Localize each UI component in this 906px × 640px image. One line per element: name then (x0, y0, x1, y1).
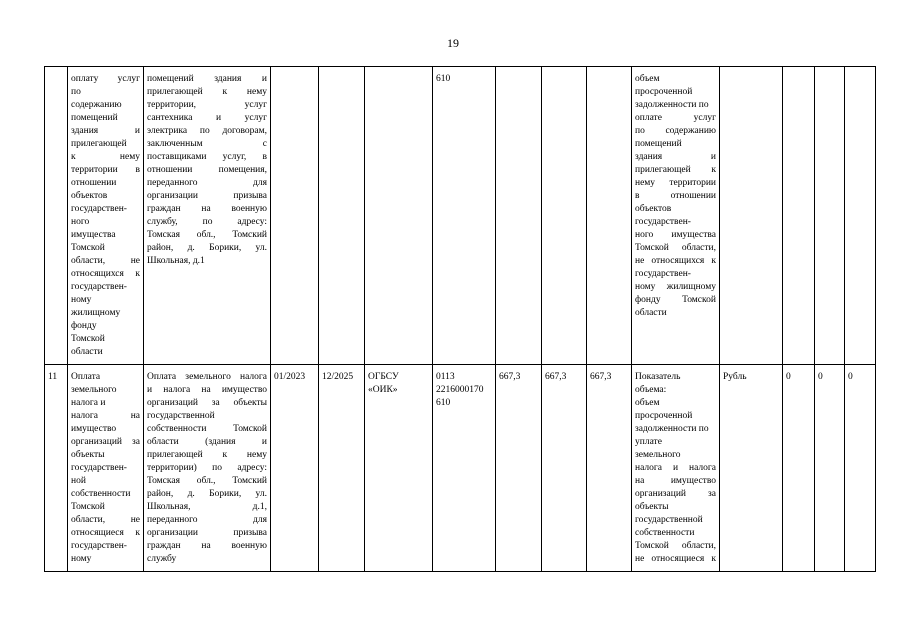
event-name-cell (68, 365, 144, 572)
cell-text-line: электрика по договорам, (147, 126, 267, 136)
cell-text-line: собственности Томской (147, 424, 267, 434)
cell-text-line: по (71, 87, 81, 97)
cell-text-line: объекты (635, 502, 669, 512)
cell-text-line: объем (635, 74, 660, 84)
cell-text-line: на имущество (635, 476, 716, 486)
cell-text-line: ного (71, 217, 90, 227)
amount-year2-cell (542, 67, 587, 365)
row-number-cell (45, 67, 68, 365)
target-year2-cell: 0 (815, 365, 845, 572)
cell-text-line: фонду Томской (635, 295, 716, 305)
cell-text-line: территории) по адресу: (147, 463, 267, 473)
cell-text-line: государственной (147, 411, 215, 421)
end-date-cell: 12/2025 (319, 365, 365, 572)
cell-text-line: области, не (71, 256, 140, 266)
cell-text-line: ному (71, 554, 92, 564)
start-date-cell (271, 67, 319, 365)
end-date-cell (319, 67, 365, 365)
cell-text-line: Оплата (71, 372, 101, 382)
cell-text-line: ОГБСУ (368, 372, 399, 382)
cell-text-line: службу, по адресу: (147, 217, 267, 227)
cell-text-line: ной (71, 476, 86, 486)
cell-text-line: государствен- (71, 541, 127, 551)
program-table (44, 66, 876, 572)
cell-text-line: нему территории (635, 178, 716, 188)
cell-text-line: государственной (635, 515, 703, 525)
amount-year2-cell: 667,3 (542, 365, 587, 572)
cell-text-line: не относящихся к (635, 256, 716, 266)
cell-text-line: оплату услуг (71, 74, 140, 84)
budget-code-cell (433, 365, 496, 572)
cell-text-line: земельного (71, 385, 117, 395)
cell-text-line: Томская обл., Томский (147, 476, 267, 486)
row-number-cell: 11 (45, 365, 68, 572)
cell-text-line: прилегающей к (635, 165, 716, 175)
cell-text-line: области, не (71, 515, 140, 525)
target-year1-cell (783, 67, 815, 365)
cell-text-line: налога на (71, 411, 140, 421)
cell-text-line: помещений здания и (147, 74, 267, 84)
indicator-cell (632, 67, 720, 365)
cell-text-line: Томской (71, 502, 105, 512)
cell-text-line: оплате услуг (635, 113, 716, 123)
cell-text-line: земельного (635, 450, 681, 460)
cell-text-line: Оплата земельного налога (147, 372, 267, 382)
cell-text-line: имущества (71, 230, 116, 240)
cell-text-line: просроченной (635, 87, 693, 97)
cell-text-line: организаций за (71, 437, 140, 447)
cell-text-line: здания и (71, 126, 140, 136)
cell-text-line: Томской (71, 334, 105, 344)
cell-text-line: государствен- (71, 282, 127, 292)
cell-text-line: жилищному (71, 308, 121, 318)
cell-text-line: переданного для (147, 178, 267, 188)
cell-text-line: заключенным с (147, 139, 267, 149)
target-year3-cell: 0 (845, 365, 876, 572)
cell-text-line: к нему (71, 152, 140, 162)
cell-text-line: области (635, 308, 667, 318)
cell-text-line: 610 (436, 398, 451, 408)
cell-text-line: государствен- (635, 217, 691, 227)
executor-cell (365, 365, 433, 572)
cell-text-line: отношении (71, 178, 117, 188)
cell-text-line: Томская обл., Томский (147, 230, 267, 240)
cell-text-line: организаций за объекты (147, 398, 267, 408)
cell-text-line: объема: (635, 385, 667, 395)
amount-year1-cell (496, 67, 542, 365)
cell-text-line: помещений (71, 113, 118, 123)
cell-text-line: прилегающей (71, 139, 127, 149)
cell-text-line: объектов (71, 191, 108, 201)
cell-text-line: государствен- (71, 463, 127, 473)
cell-text-line: относящиеся к (71, 528, 140, 538)
cell-text-line: задолженности по (635, 100, 709, 110)
cell-text-line: собственности (635, 528, 695, 538)
cell-text-line: налога и (71, 398, 106, 408)
cell-text-line: 2216000170 (436, 385, 484, 395)
cell-text-line: Школьная, д.1, (147, 502, 267, 512)
cell-text-line: и налога на имущество (147, 385, 267, 395)
cell-text-line: содержанию (71, 100, 122, 110)
cell-text-line: государствен- (635, 269, 691, 279)
table-row (45, 67, 876, 365)
cell-text-line: организаций за (635, 489, 716, 499)
unit-cell: Рубль (720, 365, 783, 572)
table-row (45, 365, 876, 572)
cell-text-line: Томской (71, 243, 105, 253)
cell-text-line: относящихся к (71, 269, 140, 279)
cell-text-line: район, д. Борики, ул. (147, 489, 267, 499)
cell-text-line: помещений (635, 139, 682, 149)
cell-text-line: прилегающей к нему (147, 450, 267, 460)
cell-text-line: службу (147, 554, 177, 564)
cell-text-line: фонду (71, 321, 97, 331)
cell-text-line: имущество (71, 424, 117, 434)
target-year3-cell (845, 67, 876, 365)
cell-text-line: налога и налога (635, 463, 716, 473)
cell-text-line: ному жилищному (635, 282, 716, 292)
executor-cell (365, 67, 433, 365)
cell-text-line: Томской области, (635, 541, 716, 551)
cell-text-line: граждан на военную (147, 541, 267, 551)
cell-text-line: переданного для (147, 515, 267, 525)
cell-text-line: 0113 (436, 372, 455, 382)
cell-text-line: задолженности по (635, 424, 709, 434)
indicator-cell (632, 365, 720, 572)
page-number: 19 (447, 36, 459, 50)
amount-year3-cell: 667,3 (587, 365, 632, 572)
target-year1-cell: 0 (783, 365, 815, 572)
target-year2-cell (815, 67, 845, 365)
cell-text-line: не относящиеся к (635, 554, 716, 564)
event-name-cell (68, 67, 144, 365)
cell-text-line: области (здания и (147, 437, 267, 447)
event-description-cell (144, 365, 271, 572)
cell-text-line: 610 (436, 74, 451, 84)
cell-text-line: ному (71, 295, 92, 305)
amount-year1-cell: 667,3 (496, 365, 542, 572)
budget-code-cell (433, 67, 496, 365)
cell-text-line: территории в (71, 165, 140, 175)
cell-text-line: Томской области, (635, 243, 716, 253)
cell-text-line: объекты (71, 450, 105, 460)
cell-text-line: Показатель (635, 372, 681, 382)
cell-text-line: ного имущества (635, 230, 716, 240)
cell-text-line: области (71, 347, 103, 357)
cell-text-line: отношении помещения, (147, 165, 267, 175)
cell-text-line: объем (635, 398, 660, 408)
cell-text-line: государствен- (71, 204, 127, 214)
unit-cell (720, 67, 783, 365)
start-date-cell: 01/2023 (271, 365, 319, 572)
cell-text-line: территории, услуг (147, 100, 267, 110)
amount-year3-cell (587, 67, 632, 365)
cell-text-line: организации призыва (147, 528, 267, 538)
cell-text-line: район, д. Борики, ул. (147, 243, 267, 253)
cell-text-line: организации призыва (147, 191, 267, 201)
cell-text-line: собственности (71, 489, 131, 499)
cell-text-line: прилегающей к нему (147, 87, 267, 97)
cell-text-line: просроченной (635, 411, 693, 421)
cell-text-line: Школьная, д.1 (147, 256, 205, 266)
cell-text-line: поставщиками услуг, в (147, 152, 267, 162)
cell-text-line: уплате (635, 437, 662, 447)
cell-text-line: граждан на военную (147, 204, 267, 214)
cell-text-line: здания и (635, 152, 716, 162)
cell-text-line: сантехника и услуг (147, 113, 267, 123)
cell-text-line: «ОИК» (368, 385, 398, 395)
event-description-cell (144, 67, 271, 365)
cell-text-line: в отношении (635, 191, 716, 201)
cell-text-line: объектов (635, 204, 672, 214)
cell-text-line: по содержанию (635, 126, 716, 136)
